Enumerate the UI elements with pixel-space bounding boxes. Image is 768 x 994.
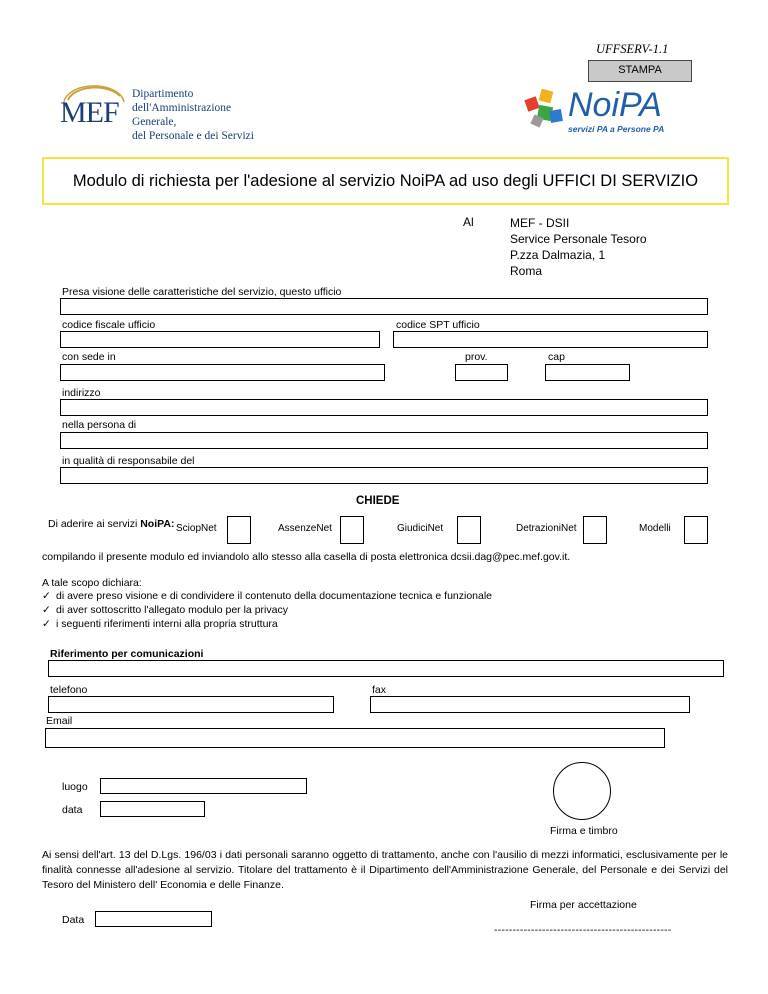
indirizzo-field[interactable] (60, 399, 708, 416)
codice-spt-field[interactable] (393, 331, 708, 348)
noipa-tagline: servizi PA a Persone PA (568, 124, 665, 134)
dichiara-item-1 (42, 590, 492, 602)
codice-spt-label: codice SPT ufficio (396, 319, 480, 331)
mef-logo (58, 82, 268, 142)
aderire-noipa: NoiPA: (140, 518, 175, 530)
mef-logo-text: MEF (60, 96, 119, 129)
noipa-cubes-icon (520, 86, 568, 134)
compilando-text: compilando il presente modulo ed inviandolo allo stesso alla casella di posta elettronica dcsii.dag@pec.mef.gov.it. (42, 551, 571, 563)
recipient-line-1: MEF - DSII (510, 216, 570, 230)
noipa-logo (520, 86, 695, 136)
data-label: data (62, 804, 83, 816)
recipient-prefix: Al (463, 215, 474, 229)
presa-visione-field[interactable] (60, 298, 708, 315)
signature-line: ------------------------------------------------ (494, 924, 672, 936)
dichiara-item-3-text: i seguenti riferimenti interni alla propria struttura (56, 618, 278, 630)
fax-field[interactable] (370, 696, 690, 713)
mef-dept-line-3: del Personale e dei Servizi (132, 130, 254, 142)
aderire-prefix: Di aderire ai servizi (48, 518, 141, 530)
persona-field[interactable] (60, 432, 708, 449)
dichiara-item-2 (42, 604, 288, 616)
con-sede-label: con sede in (62, 351, 116, 363)
dichiara-item-3 (42, 618, 278, 630)
recipient-line-3: P.zza Dalmazia, 1 (510, 248, 606, 262)
dichiara-intro: A tale scopo dichiara: (42, 577, 142, 589)
noipa-logo-text: NoiPA (568, 86, 662, 124)
qualita-label: in qualità di responsabile del (62, 455, 195, 467)
privacy-text: Ai sensi dell'art. 13 del D.Lgs. 196/03 i dati personali saranno oggetto di trattamento, anche con l'ausilio di mezzi informatici, esclusivamente per le finalità connesse all'adesione al servizio. Titolare del trattamento è il Dipartimento dell'Amministrazione Generale, del Personale e dei Servizi del Tesoro del Ministero dell' Economia e delle Finanze. (42, 849, 728, 891)
checkmark-icon: ✓ (42, 604, 51, 616)
riferimento-heading: Riferimento per comunicazioni (50, 648, 204, 660)
form-code: UFFSERV-1.1 (596, 42, 669, 56)
cap-label: cap (548, 351, 565, 363)
persona-label: nella persona di (62, 419, 137, 431)
recipient-address (510, 215, 647, 279)
fax-label: fax (372, 684, 387, 696)
service-checkbox-detrazioninet[interactable] (583, 516, 607, 544)
cap-field[interactable] (545, 364, 630, 381)
service-checkbox-giudicinet[interactable] (457, 516, 481, 544)
service-label-detrazioninet: DetrazioniNet (516, 523, 577, 534)
firma-timbro-label: Firma e timbro (550, 825, 618, 837)
footer-data-field[interactable] (95, 911, 212, 927)
prov-field[interactable] (455, 364, 508, 381)
data-field[interactable] (100, 801, 205, 817)
service-label-sciopnet: SciopNet (176, 523, 217, 534)
chiede-heading: CHIEDE (356, 495, 400, 507)
form-title-box (42, 157, 729, 205)
service-checkbox-sciopnet[interactable] (227, 516, 251, 544)
luogo-label: luogo (62, 781, 88, 793)
indirizzo-label: indirizzo (62, 387, 101, 399)
telefono-field[interactable] (48, 696, 334, 713)
stamp-circle[interactable] (553, 762, 611, 820)
presa-visione-label: Presa visione delle caratteristiche del servizio, questo ufficio (62, 286, 342, 298)
prov-label: prov. (465, 351, 488, 363)
qualita-field[interactable] (60, 467, 708, 484)
checkmark-icon: ✓ (42, 590, 51, 602)
telefono-label: telefono (50, 684, 88, 696)
footer-data-label: Data (62, 914, 85, 926)
service-checkbox-modelli[interactable] (684, 516, 708, 544)
service-label-assenzenet: AssenzeNet (278, 523, 332, 534)
print-button[interactable]: STAMPA (588, 60, 692, 82)
service-checkbox-assenzenet[interactable] (340, 516, 364, 544)
checkmark-icon: ✓ (42, 618, 51, 630)
con-sede-field[interactable] (60, 364, 385, 381)
dichiara-item-2-text: di aver sottoscritto l'allegato modulo per la privacy (56, 604, 288, 616)
form-title: Modulo di richiesta per l'adesione al servizio NoiPA ad uso degli UFFICI DI SERVIZIO (72, 171, 699, 190)
email-label: Email (46, 715, 73, 727)
email-field[interactable] (45, 728, 665, 748)
codice-fiscale-field[interactable] (60, 331, 380, 348)
service-label-modelli: Modelli (639, 523, 671, 534)
riferimento-field[interactable] (48, 660, 724, 677)
firma-accettazione-label: Firma per accettazione (530, 899, 637, 911)
recipient-line-2: Service Personale Tesoro (510, 232, 647, 246)
service-label-giudicinet: GiudiciNet (397, 523, 444, 534)
codice-fiscale-label: codice fiscale ufficio (62, 319, 156, 331)
mef-dept-line-1: Dipartimento (132, 88, 194, 100)
aderire-label (48, 518, 174, 530)
recipient-line-4: Roma (510, 264, 543, 278)
luogo-field[interactable] (100, 778, 307, 794)
dichiara-item-1-text: di avere preso visione e di condividere il contenuto della documentazione tecnica e funzionale (56, 590, 493, 602)
mef-dept-line-2: dell'Amministrazione Generale, (132, 102, 232, 128)
